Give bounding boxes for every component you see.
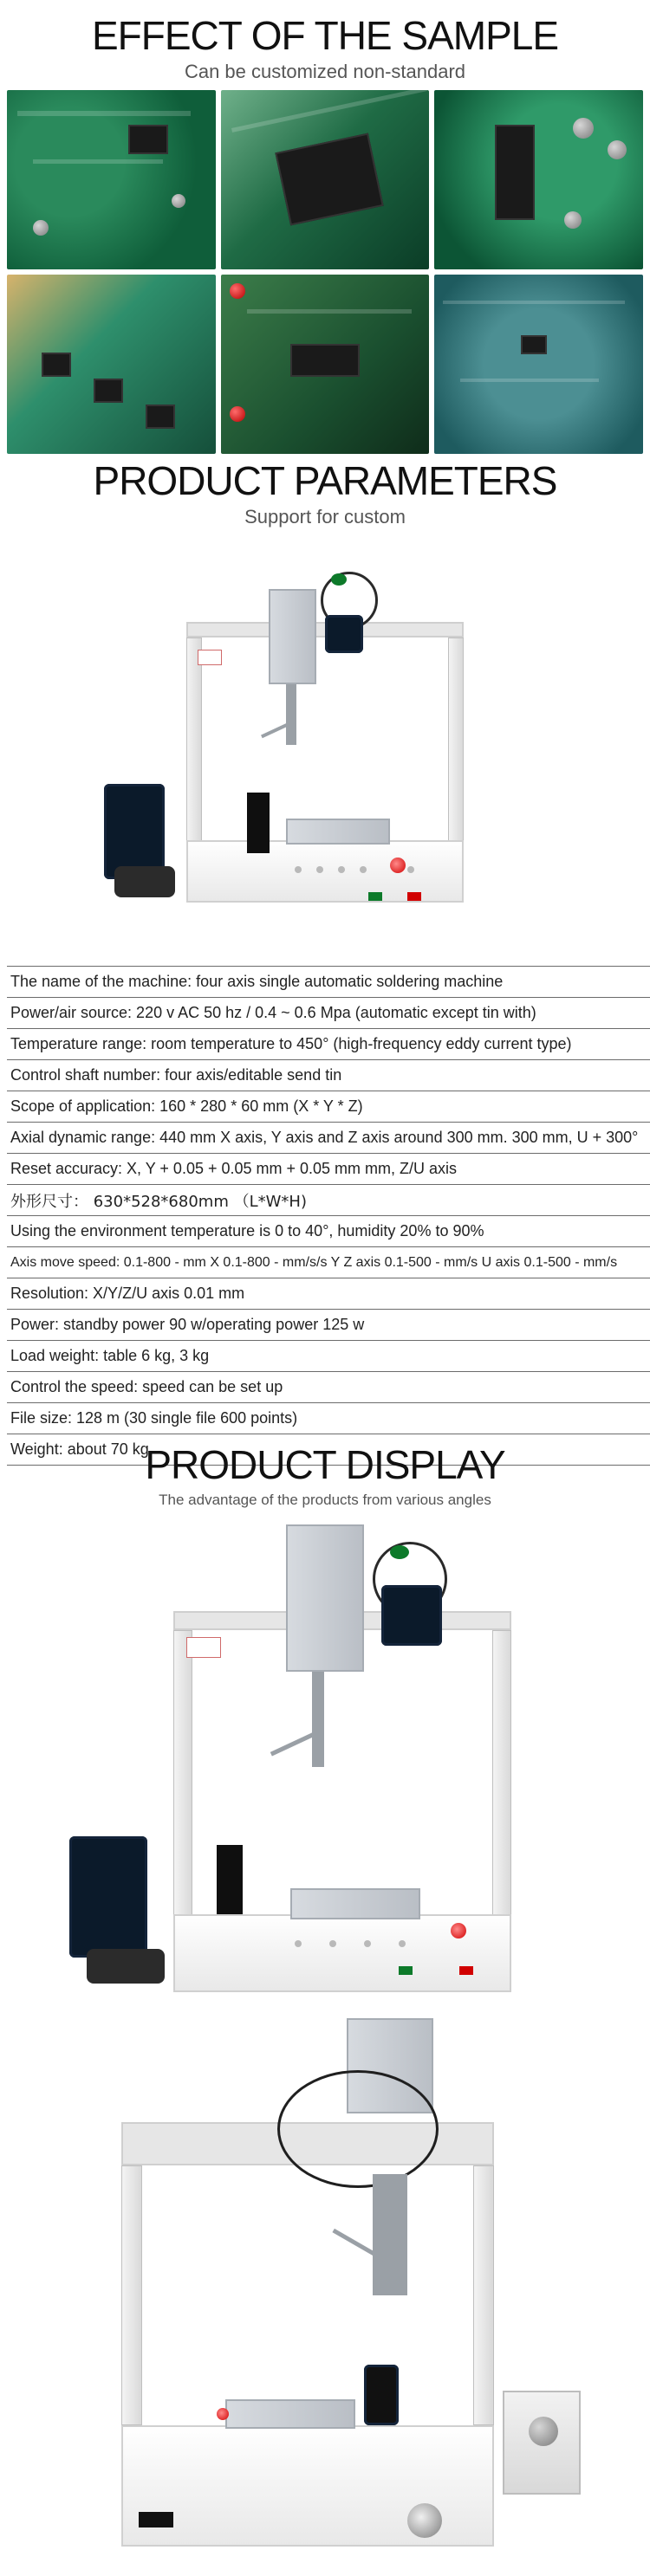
parameters-subtitle: Support for custom: [244, 506, 406, 527]
parameter-row: Scope of application: 160 * 280 * 60 mm (X * Y * Z): [7, 1091, 650, 1123]
product-machine-image-3: [104, 1984, 607, 2564]
parameter-row: Load weight: table 6 kg, 3 kg: [7, 1341, 650, 1372]
pcb-photo-4: [7, 275, 216, 454]
pcb-photo-3: [434, 90, 643, 269]
parameter-row: Using the environment temperature is 0 to 40°, humidity 20% to 90%: [7, 1216, 650, 1247]
parameter-row: Temperature range: room temperature to 450° (high-frequency eddy current type): [7, 1029, 650, 1060]
product-machine-image-2: [69, 1507, 581, 1992]
display-subtitle: The advantage of the products from various angles: [159, 1492, 491, 1508]
parameter-row: Axis move speed: 0.1-800 - mm X 0.1-800 - mm/s/s Y Z axis 0.1-500 - mm/s U axis 0.1-500 - mm/s: [7, 1247, 650, 1278]
parameter-row: Control shaft number: four axis/editable send tin: [7, 1060, 650, 1091]
product-machine-image-1: [104, 554, 546, 935]
sample-header: [0, 13, 650, 83]
sample-photo-grid: [7, 90, 643, 454]
parameter-row: Reset accuracy: X, Y + 0.05 + 0.05 mm + 0.05 mm mm, Z/U axis: [7, 1154, 650, 1185]
pcb-photo-6: [434, 275, 643, 454]
pcb-photo-5: [221, 275, 430, 454]
parameter-row: Weight: about 70 kg: [7, 1434, 650, 1466]
parameter-row: Power: standby power 90 w/operating power 125 w: [7, 1310, 650, 1341]
parameter-row: Axial dynamic range: 440 mm X axis, Y axis and Z axis around 300 mm. 300 mm, U + 300°: [7, 1123, 650, 1154]
parameters-title: PRODUCT PARAMETERS: [93, 458, 557, 503]
parameters-table: [7, 966, 650, 1466]
parameter-row: 外形尺寸： 630*528*680mm （L*W*H): [7, 1185, 650, 1216]
sample-title: EFFECT OF THE SAMPLE: [91, 13, 559, 58]
pcb-photo-2: [221, 90, 430, 269]
display-title: PRODUCT DISPLAY: [145, 1442, 505, 1487]
parameter-row: The name of the machine: four axis single automatic soldering machine: [7, 966, 650, 998]
display-header: [0, 1442, 650, 1509]
parameter-row: Control the speed: speed can be set up: [7, 1372, 650, 1403]
pcb-photo-1: [7, 90, 216, 269]
parameter-row: Resolution: X/Y/Z/U axis 0.01 mm: [7, 1278, 650, 1310]
parameter-row: Power/air source: 220 v AC 50 hz / 0.4 ~ 0.6 Mpa (automatic except tin with): [7, 998, 650, 1029]
parameters-header: [0, 458, 650, 528]
sample-subtitle: Can be customized non-standard: [184, 61, 466, 82]
parameter-row: File size: 128 m (30 single file 600 points): [7, 1403, 650, 1434]
